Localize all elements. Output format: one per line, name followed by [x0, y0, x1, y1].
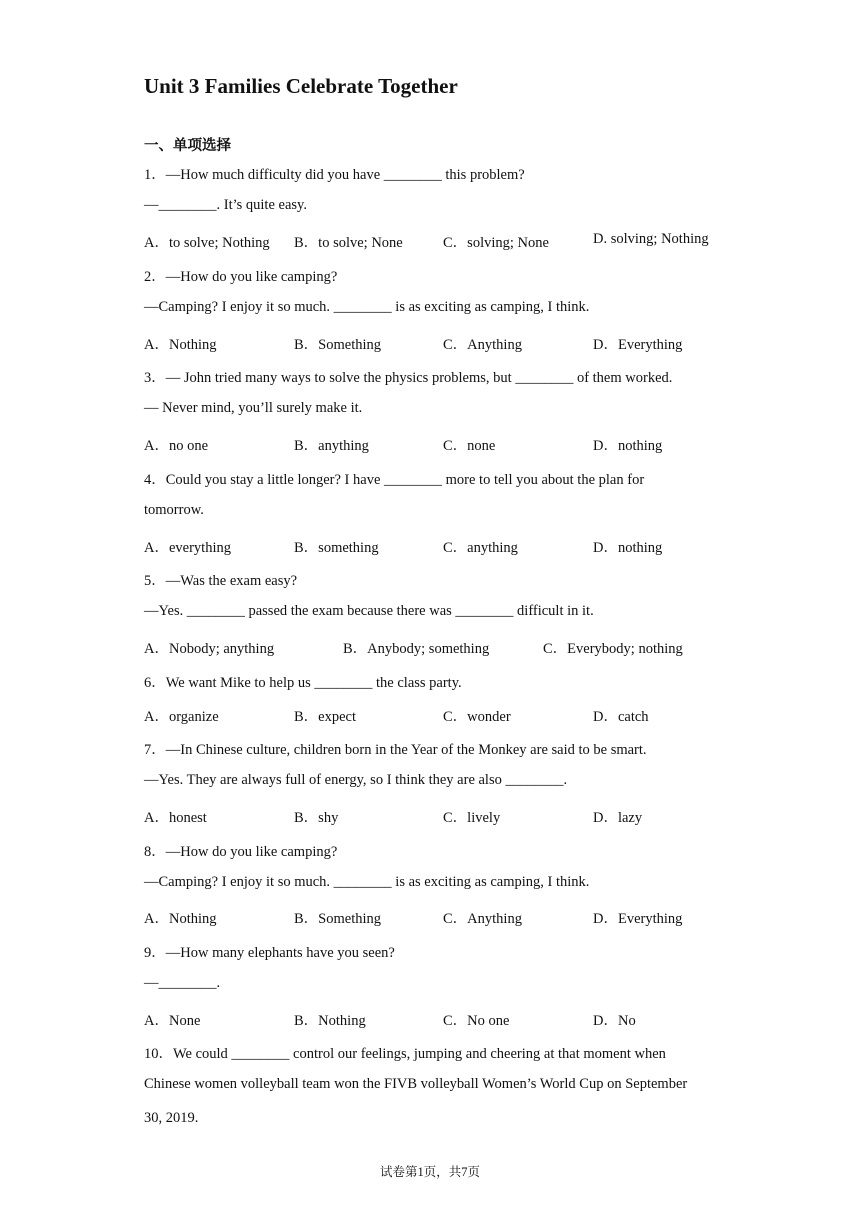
option-a: A．None — [144, 1013, 201, 1029]
question-8-line-1: 8．—How do you like camping? — [144, 844, 338, 860]
option-b: B．Nothing — [294, 1013, 366, 1029]
option-c: C．No one — [443, 1013, 510, 1029]
question-2-line-1: 2．—How do you like camping? — [144, 269, 338, 285]
option-a: A．to solve; Nothing — [144, 235, 270, 251]
page-title: Unit 3 Families Celebrate Together — [144, 74, 458, 98]
option-a: A．organize — [144, 709, 219, 725]
option-d: D．lazy — [593, 810, 643, 826]
question-2-line-2: —Camping? I enjoy it so much. ________ is as exciting as camping, I think. — [144, 299, 590, 315]
question-7-line-1: 7．—In Chinese culture, children born in the Year of the Monkey are said to be smart. — [144, 742, 647, 758]
question-5-line-1: 5．—Was the exam easy? — [144, 573, 298, 589]
question-7-line-2: —Yes. They are always full of energy, so I think they are also ________. — [144, 772, 568, 788]
option-b: B．Anybody; something — [343, 641, 490, 657]
option-a: A．Nothing — [144, 911, 217, 927]
option-d: D．catch — [593, 709, 649, 725]
option-c: C．none — [443, 438, 496, 454]
option-b: B．to solve; None — [294, 235, 403, 251]
option-a: A．Nobody; anything — [144, 641, 275, 657]
option-c: C．Anything — [443, 337, 522, 353]
question-10-line-2: Chinese women volleyball team won the FIVB volleyball Women’s World Cup on September — [144, 1076, 688, 1092]
option-a: A．Nothing — [144, 337, 217, 353]
option-b: B．anything — [294, 438, 369, 454]
option-d: D．nothing — [593, 438, 663, 454]
section-heading: 一、单项选择 — [144, 138, 231, 154]
option-c: C．anything — [443, 540, 518, 556]
question-9-line-1: 9．—How many elephants have you seen? — [144, 945, 395, 961]
question-10-line-3: 30, 2019. — [144, 1110, 199, 1126]
page-footer: 试卷第1页，共7页 — [379, 1165, 480, 1179]
question-9-line-2: —________. — [144, 975, 221, 991]
question-8-line-2: —Camping? I enjoy it so much. ________ is as exciting as camping, I think. — [144, 874, 590, 890]
option-d: D．Everything — [593, 911, 683, 927]
question-3-line-1: 3．— John tried many ways to solve the physics problems, but ________ of them worked. — [144, 370, 673, 386]
question-1-line-2: —________. It’s quite easy. — [144, 197, 307, 213]
question-1-line-1: 1．—How much difficulty did you have ________ this problem? — [144, 167, 525, 183]
question-4-line-1: 4．Could you stay a little longer? I have ________ more to tell you about the plan for — [144, 472, 645, 488]
option-b: B．something — [294, 540, 379, 556]
question-10-line-1: 10．We could ________ control our feelings, jumping and cheering at that moment when — [144, 1046, 666, 1062]
option-d: D．Everything — [593, 337, 683, 353]
question-3-line-2: — Never mind, you’ll surely make it. — [144, 400, 363, 416]
option-b: B．Something — [294, 911, 382, 927]
option-b: B．expect — [294, 709, 357, 725]
option-a: A．honest — [144, 810, 207, 826]
option-a: A．everything — [144, 540, 231, 556]
option-b: B．shy — [294, 810, 339, 826]
option-a: A．no one — [144, 438, 209, 454]
option-c: C．wonder — [443, 709, 511, 725]
question-6-line-1: 6．We want Mike to help us ________ the class party. — [144, 675, 462, 691]
option-d: D．nothing — [593, 540, 663, 556]
option-d: D．No — [593, 1013, 636, 1029]
option-c: C．lively — [443, 810, 501, 826]
option-d: D. solving; Nothing — [593, 231, 709, 247]
option-c: C．Anything — [443, 911, 522, 927]
option-c: C．solving; None — [443, 235, 549, 251]
question-5-line-2: —Yes. ________ passed the exam because there was ________ difficult in it. — [144, 603, 594, 619]
question-4-line-2: tomorrow. — [144, 502, 204, 518]
option-c: C．Everybody; nothing — [543, 641, 683, 657]
option-b: B．Something — [294, 337, 382, 353]
